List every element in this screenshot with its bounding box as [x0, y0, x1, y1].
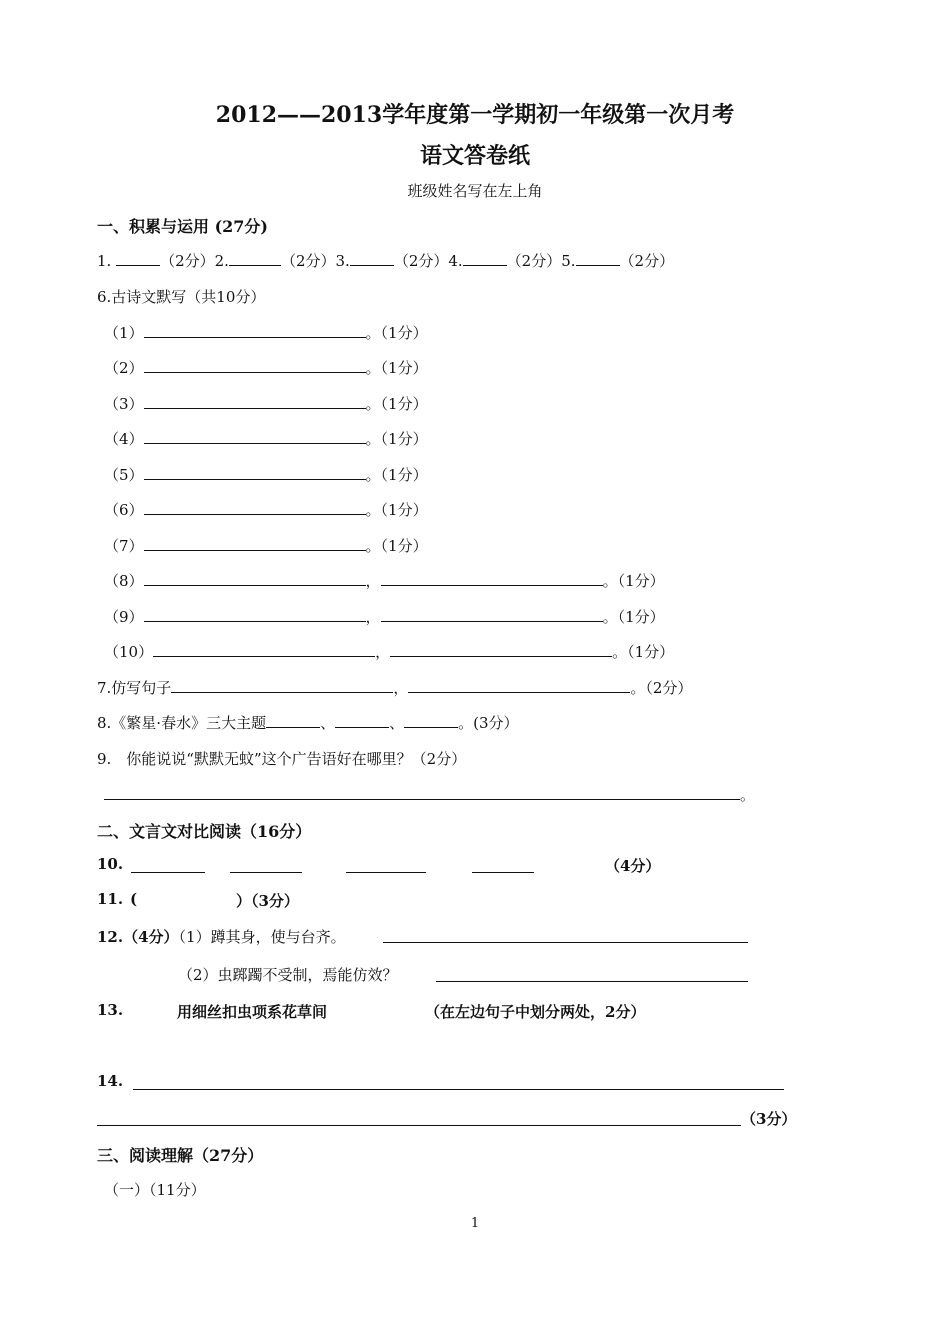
q6-item-number: （9）: [104, 608, 144, 626]
q6-item: [104, 393, 428, 414]
q4-blank[interactable]: [463, 251, 507, 266]
q2-number: 2.: [214, 252, 229, 270]
q14-score: （3分）: [741, 1110, 797, 1128]
answer-sheet-title: 语文答卷纸: [419, 143, 530, 169]
q6-blank-first[interactable]: [144, 607, 366, 622]
q6-item: [104, 499, 428, 520]
q10-blank-4[interactable]: [472, 872, 534, 873]
q8-sep-1: 、: [320, 714, 336, 732]
q6-item: [104, 322, 428, 343]
q10-blank-2[interactable]: [230, 872, 302, 873]
q6-item-comma: ，: [365, 608, 381, 626]
q7-end: 。（2分）: [630, 679, 693, 697]
q1-blank[interactable]: [116, 251, 160, 266]
q6-blank[interactable]: [144, 358, 366, 373]
q6-item-number: （5）: [104, 466, 144, 484]
q11-open-paren: (: [130, 890, 138, 908]
q6-item-number: （8）: [104, 572, 144, 590]
q6-item: [104, 428, 428, 449]
q5-number: 5.: [561, 252, 576, 270]
q6-item-end: 。（1分）: [602, 572, 665, 590]
q6-label: 6.古诗文默写（共10分）: [97, 288, 266, 306]
q9-label: 9. 你能说说“默默无蚊”这个广告语好在哪里？（2分）: [97, 750, 467, 768]
q6-blank[interactable]: [144, 323, 366, 338]
q7-label: 7.仿写句子: [97, 679, 172, 697]
q10-number: 10.: [97, 855, 124, 873]
q6-item-number: （10）: [104, 643, 154, 661]
q6-item-end: 。（1分）: [365, 430, 428, 448]
q2-score: （2分）: [280, 252, 336, 270]
q9-end: 。: [740, 786, 756, 804]
q6-item-end: 。（1分）: [602, 608, 665, 626]
q12-row-1: [97, 926, 346, 947]
q6-blank-second[interactable]: [390, 642, 612, 657]
q6-item-comma: ，: [375, 643, 391, 661]
q2-blank[interactable]: [229, 251, 281, 266]
q6-blank[interactable]: [144, 500, 366, 515]
q6-blank[interactable]: [144, 394, 366, 409]
q6-item-end: 。（1分）: [365, 501, 428, 519]
q13-sentence: 用细丝扣虫项系花草间: [177, 1003, 328, 1021]
q10-score: （4分）: [605, 857, 661, 875]
q10-blank-3[interactable]: [346, 872, 426, 873]
q8-end: 。(3分）: [458, 714, 519, 732]
q5-blank[interactable]: [576, 251, 620, 266]
q6-blank[interactable]: [144, 536, 366, 551]
q6-item-number: （2）: [104, 359, 144, 377]
q8-label: 8.《繁星·春水》三大主题: [97, 714, 267, 732]
q1-score: （2分）: [160, 252, 215, 270]
q6-item: [104, 357, 428, 378]
q8-blank-1[interactable]: [266, 713, 320, 728]
q3-score: （2分）: [393, 252, 449, 270]
q6-item-end: 。（1分）: [365, 537, 428, 555]
section-1-heading: 一、积累与运用 (27分): [97, 217, 268, 236]
q6-item: [104, 606, 665, 627]
q12-number: 12.: [97, 928, 124, 946]
section-2-heading: 二、文言文对比阅读（16分）: [97, 822, 312, 841]
q14-number: 14.: [97, 1072, 124, 1090]
q6-item: [104, 464, 428, 485]
q13-number: 13.: [97, 1001, 124, 1019]
q14-answer-line-2[interactable]: [97, 1125, 741, 1126]
q6-item-number: （3）: [104, 395, 144, 413]
q8-sep-2: 、: [389, 714, 405, 732]
q6-item: [104, 570, 665, 591]
q6-item-end: 。（1分）: [612, 643, 675, 661]
q6-blank-first[interactable]: [153, 642, 375, 657]
q6-item-end: 。（1分）: [365, 359, 428, 377]
q6-item-number: （6）: [104, 501, 144, 519]
q11-number: 11.: [97, 890, 124, 908]
q3-blank[interactable]: [350, 251, 394, 266]
q7-blank-first[interactable]: [171, 678, 393, 693]
q12-score: （4分）: [123, 928, 179, 946]
section-3-subheading: （一）（11分）: [104, 1181, 206, 1199]
q6-item-number: （4）: [104, 430, 144, 448]
q8-row: [97, 712, 519, 733]
q6-item-number: （1）: [104, 324, 144, 342]
instruction-note: 班级姓名写在左上角: [407, 182, 543, 200]
q6-item-end: 。（1分）: [365, 466, 428, 484]
q4-score: （2分）: [506, 252, 562, 270]
q7-row: [97, 677, 692, 698]
q4-number: 4.: [448, 252, 463, 270]
q6-item-end: 。（1分）: [365, 395, 428, 413]
q6-item: [104, 535, 428, 556]
q6-blank-second[interactable]: [381, 607, 603, 622]
exam-title: 2012——2013学年度第一学期初一年级第一次月考: [215, 102, 735, 128]
q14-answer-line-1[interactable]: [133, 1089, 784, 1090]
q9-answer-line[interactable]: [104, 799, 740, 800]
q12-part-2: （2）虫踯躅不受制，焉能仿效？: [178, 966, 398, 984]
q12-answer-line-2[interactable]: [436, 981, 748, 982]
q7-blank-second[interactable]: [408, 678, 630, 693]
q12-answer-line-1[interactable]: [383, 942, 748, 943]
q1-number: 1.: [97, 252, 112, 270]
q5-score: （2分）: [619, 252, 675, 270]
q6-blank-second[interactable]: [381, 571, 603, 586]
q11-close-score: ）（3分）: [236, 892, 299, 910]
q8-blank-2[interactable]: [335, 713, 389, 728]
q8-blank-3[interactable]: [404, 713, 458, 728]
q13-instruction: （在左边句子中划分两处，2分）: [425, 1003, 646, 1021]
q7-comma: ，: [393, 679, 409, 697]
q6-blank[interactable]: [144, 429, 366, 444]
section-3-heading: 三、阅读理解（27分）: [97, 1146, 264, 1165]
q6-blank-first[interactable]: [144, 571, 366, 586]
q6-item-end: 。（1分）: [365, 324, 428, 342]
q6-item-number: （7）: [104, 537, 144, 555]
q3-number: 3.: [335, 252, 350, 270]
q10-blank-1[interactable]: [131, 872, 205, 873]
page-number: 1: [470, 1216, 480, 1231]
q1-5-row: [97, 250, 674, 271]
q6-blank[interactable]: [144, 465, 366, 480]
q6-item-comma: ，: [365, 572, 381, 590]
q6-item: [104, 641, 674, 662]
q12-part-1: （1）蹲其身，使与台齐。: [178, 928, 346, 946]
